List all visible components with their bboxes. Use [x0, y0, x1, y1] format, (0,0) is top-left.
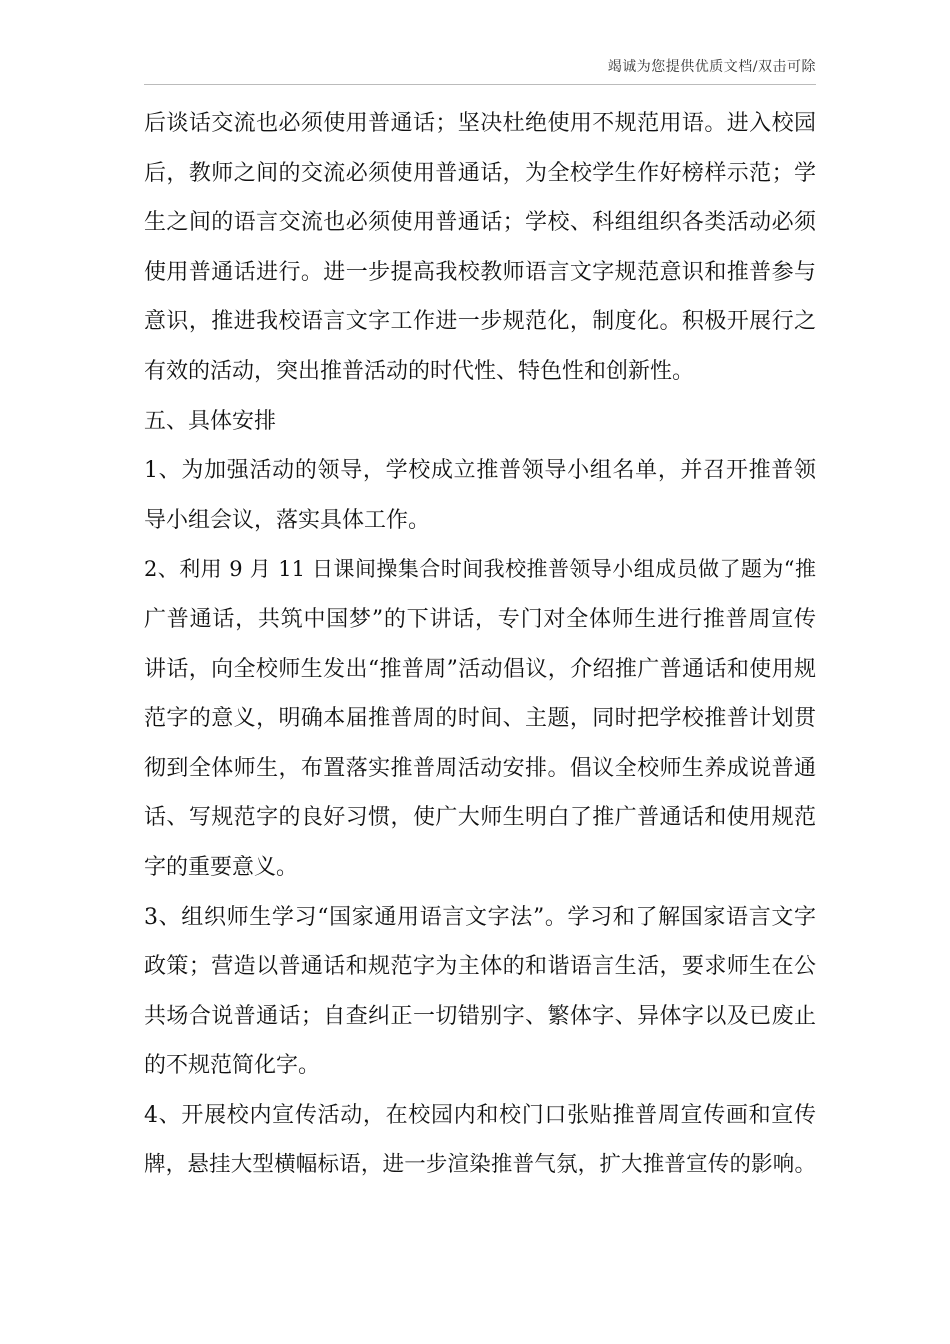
text-line: 彻到全体师生，布置落实推普周活动安排。倡议全校师生养成说普通 [144, 755, 816, 781]
text-line: 4、开展校内宣传活动，在校园内和校门口张贴推普周宣传画和宣传 [144, 1102, 816, 1128]
text-line: 生之间的语言交流也必须使用普通话；学校、科组组织各类活动必须 [144, 210, 816, 236]
text-line: 广普通话，共筑中国梦”的下讲话，专门对全体师生进行推普周宣传 [144, 606, 816, 632]
text-line: 使用普通话进行。进一步提高我校教师语言文字规范意识和推普参与 [144, 259, 816, 285]
text-line: 后谈话交流也必须使用普通话；坚决杜绝使用不规范用语。进入校园 [144, 111, 816, 136]
text-line: 后，教师之间的交流必须使用普通话，为全校学生作好榜样示范；学 [144, 160, 816, 186]
text-line: 范字的意义，明确本届推普周的时间、主题，同时把学校推普计划贯 [144, 706, 816, 732]
text-line: 五、具体安排 [144, 408, 277, 434]
text-line: 导小组会议，落实具体工作。 [144, 507, 431, 533]
text-line: 2、利用 9 月 11 日课间操集合时间我校推普领导小组成员做了题为“推 [144, 557, 816, 582]
text-line: 意识，推进我校语言文字工作进一步规范化，制度化。积极开展行之 [144, 309, 816, 335]
text-line: 话、写规范字的良好习惯，使广大师生明白了推广普通话和使用规范 [144, 805, 816, 831]
text-line: 共场合说普通话；自查纠正一切错别字、繁体字、异体字以及已废止 [144, 1003, 816, 1029]
text-line: 有效的活动，突出推普活动的时代性、特色性和创新性。 [144, 358, 695, 384]
text-line: 1、为加强活动的领导，学校成立推普领导小组名单，并召开推普领 [144, 458, 816, 484]
text-line: 字的重要意义。 [144, 854, 299, 880]
text-line: 的不规范简化字。 [144, 1053, 321, 1079]
document-body [144, 99, 816, 1190]
text-line: 3、组织师生学习“国家通用语言文字法”。学习和了解国家语言文字 [144, 904, 816, 930]
text-line: 讲话，向全校师生发出“推普周”活动倡议，介绍推广普通话和使用规 [144, 656, 816, 682]
header-note: 竭诚为您提供优质文档/双击可除 [607, 59, 816, 75]
text-line: 政策；营造以普通话和规范字为主体的和谐语言生活，要求师生在公 [144, 954, 816, 980]
text-line: 牌，悬挂大型横幅标语，进一步渲染推普气氛，扩大推普宣传的影响。 [144, 1152, 816, 1178]
header-divider [144, 84, 816, 85]
